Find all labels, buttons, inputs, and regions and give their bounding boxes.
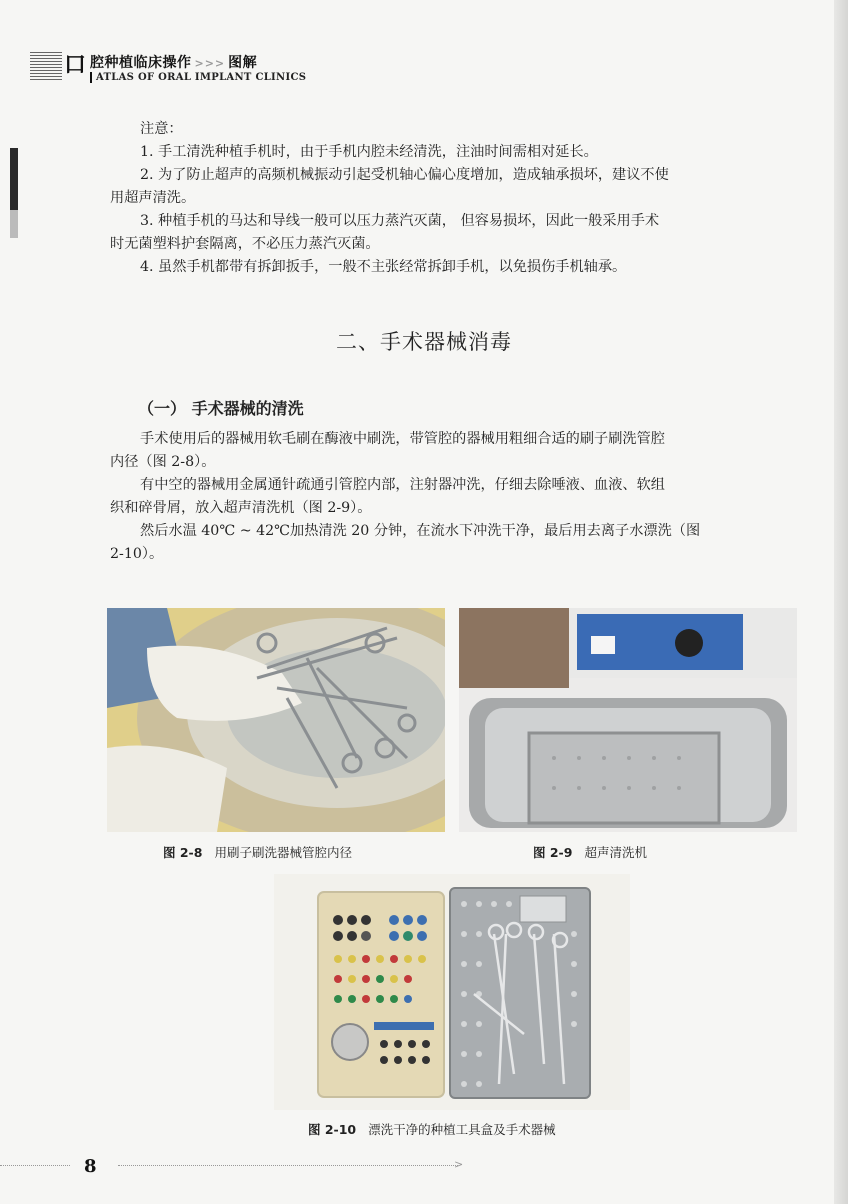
figure-2-8-photo [107,608,445,832]
header-mark: 口 [64,52,87,78]
para3-line1: 然后水温 40℃ ~ 42℃加热清洗 20 分钟，在流水下冲洗干净，最后用去离子水漂洗（图 [140,523,701,539]
body-text [110,428,800,566]
header-title-suffix: 图解 [228,55,258,71]
side-tab-dark [10,148,18,210]
header-arrows: >>> [194,57,226,70]
header-title-text: 腔种植临床操作 [90,55,192,71]
figure-2-9-caption [533,843,647,861]
figure-2-8-image [107,608,445,832]
figure-2-10-image [274,874,630,1110]
figure-2-10-label: 图 2-10 [308,1122,357,1137]
footer-rule-left [0,1165,70,1166]
notes-heading: 注意： [140,121,183,137]
figure-2-8-text: 用刷子刷洗器械管腔内径 [214,845,352,860]
header-title [90,52,257,72]
figure-2-9-image [459,608,797,832]
para1-line1: 手术使用后的器械用软毛刷在酶液中刷洗，带管腔的器械用粗细合适的刷子刷洗管腔 [140,431,665,447]
figure-2-9-text: 超声清洗机 [584,845,647,860]
side-tab-light [10,210,18,238]
figure-2-8-caption [163,843,352,861]
figure-2-8-label: 图 2-8 [163,845,203,860]
running-header [0,44,848,94]
header-stripes [30,52,62,82]
para1-line2: 内径（图 2-8）。 [110,454,216,470]
note-3: 3. 种植手机的马达和导线一般可以压力蒸汽灭菌， 但容易损坏，因此一般采用手术 [140,213,660,229]
note-2: 2. 为了防止超声的高频机械振动引起受机轴心偏心度增加，造成轴承损坏，建议不使 [140,167,669,183]
figure-2-10-caption [308,1120,556,1138]
figure-2-9-label: 图 2-9 [533,845,573,860]
figure-2-9-photo [459,608,797,832]
figure-2-10-photo [274,874,630,1110]
note-2-cont: 用超声清洗。 [110,190,196,206]
para2-line2: 织和碎骨屑，放入超声清洗机（图 2-9）。 [110,500,372,516]
note-3-cont: 时无菌塑料护套隔离，不必压力蒸汽灭菌。 [110,236,380,252]
page-number: 8 [84,1156,97,1177]
header-subtitle: ATLAS OF ORAL IMPLANT CLINICS [90,72,306,83]
notes-block [110,118,800,279]
para3-line2: 2-10）。 [110,546,164,562]
note-1: 1. 手工清洗种植手机时，由于手机内腔未经清洗，注油时间需相对延长。 [140,144,598,160]
section-title: 二、手术器械消毒 [336,330,512,354]
page-edge [834,0,848,1204]
para2-line1: 有中空的器械用金属通针疏通引管腔内部，注射器冲洗，仔细去除唾液、血液、软组 [140,477,665,493]
figure-2-10-text: 漂洗干净的种植工具盒及手术器械 [368,1122,556,1137]
note-4: 4. 虽然手机都带有拆卸扳手，一般不主张经常拆卸手机，以免损伤手机轴承。 [140,259,627,275]
footer-rule-right [118,1165,458,1166]
sub-title: （一） 手术器械的清洗 [138,399,304,418]
footer-chevron-icon: > [454,1158,464,1171]
